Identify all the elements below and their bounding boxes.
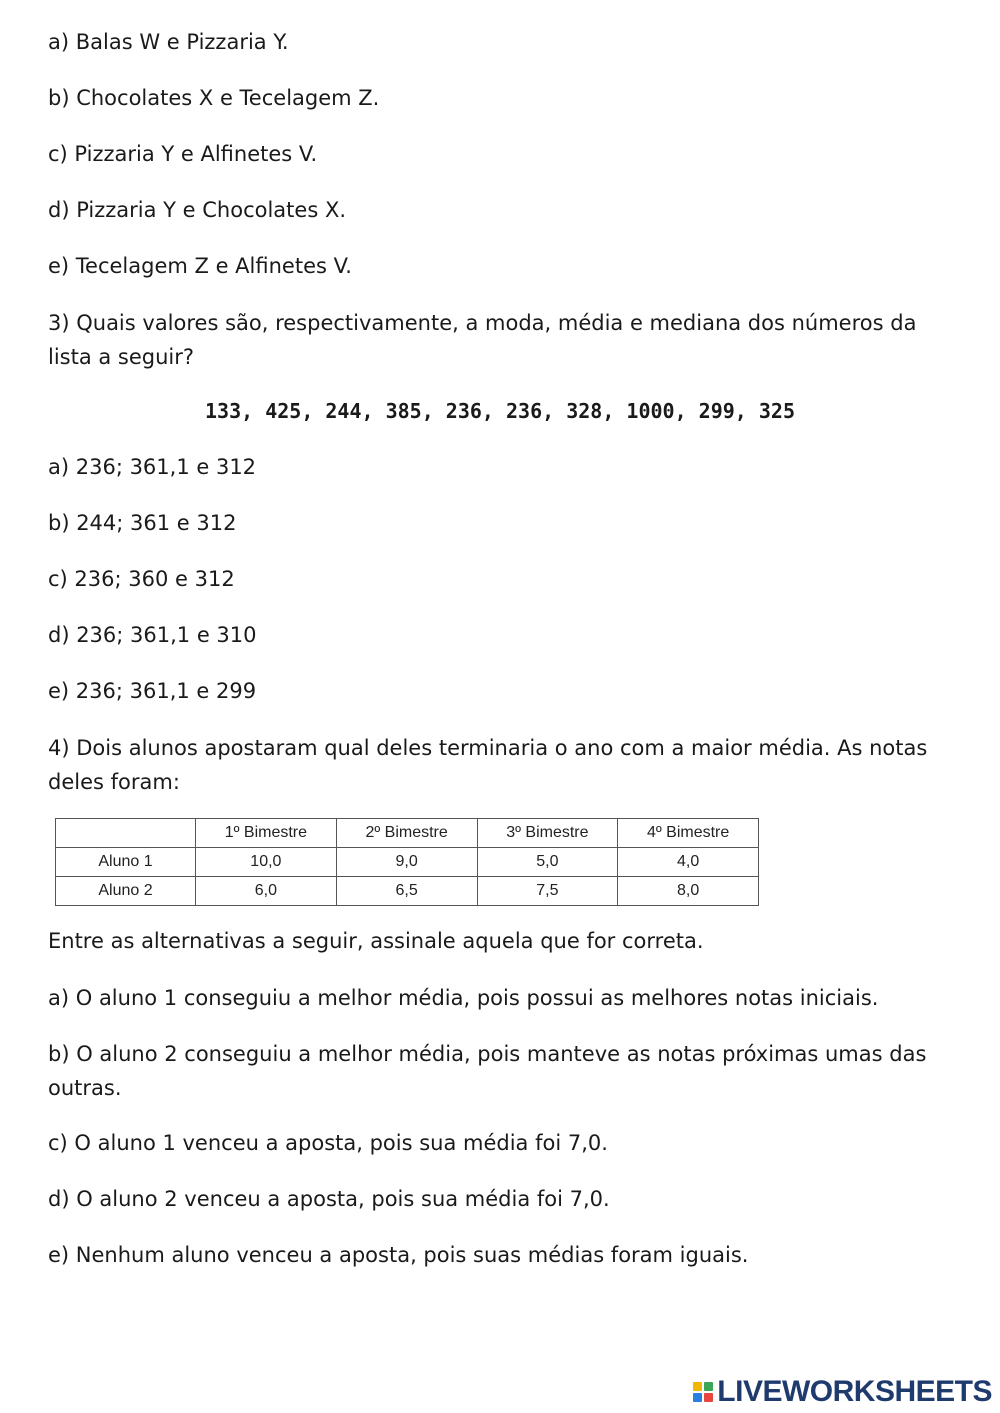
logo-mark-square (704, 1393, 713, 1402)
logo-mark-square (693, 1382, 702, 1391)
table-row (56, 877, 759, 906)
q3-option-d: d) 236; 361,1 e 310 (48, 623, 257, 647)
q3-option-e: e) 236; 361,1 e 299 (48, 679, 257, 703)
logo-mark-square (693, 1393, 702, 1402)
grade-cell: 7,5 (477, 877, 618, 906)
grades-header-row (56, 819, 759, 848)
grades-header-b2: 2º Bimestre (336, 819, 477, 848)
grade-cell: 6,0 (196, 877, 337, 906)
table-row (56, 848, 759, 877)
q2-option-e: e) Tecelagem Z e Alfinetes V. (48, 254, 352, 278)
student-name: Aluno 2 (56, 877, 196, 906)
grades-header-b3: 3º Bimestre (477, 819, 618, 848)
q4-option-a: a) O aluno 1 conseguiu a melhor média, pois possui as melhores notas iniciais. (48, 986, 879, 1010)
q4-option-b: b) O aluno 2 conseguiu a melhor média, pois manteve as notas próximas umas das outras. (48, 1042, 927, 1100)
q4-instruction: Entre as alternativas a seguir, assinale aquela que for correta. (48, 929, 704, 953)
grade-cell: 4,0 (618, 848, 759, 877)
liveworksheets-mark-icon (693, 1382, 713, 1402)
q4-option-c: c) O aluno 1 venceu a aposta, pois sua média foi 7,0. (48, 1131, 608, 1155)
grades-header-b1: 1º Bimestre (196, 819, 337, 848)
q2-option-b: b) Chocolates X e Tecelagem Z. (48, 86, 380, 110)
q4-option-d: d) O aluno 2 venceu a aposta, pois sua média foi 7,0. (48, 1187, 610, 1211)
q3-option-a: a) 236; 361,1 e 312 (48, 455, 257, 479)
q4-option-e: e) Nenhum aluno venceu a aposta, pois suas médias foram iguais. (48, 1243, 749, 1267)
q3-number-list: 133, 425, 244, 385, 236, 236, 328, 1000, 299, 325 (204, 399, 795, 423)
q2-option-d: d) Pizzaria Y e Chocolates X. (48, 198, 347, 222)
q2-option-a: a) Balas W e Pizzaria Y. (48, 30, 289, 54)
grades-header-empty (56, 819, 196, 848)
q3-text: 3) Quais valores são, respectivamente, a moda, média e mediana dos números da lista a seguir? (48, 311, 917, 369)
q2-option-c: c) Pizzaria Y e Alfinetes V. (48, 142, 318, 166)
q3-option-b: b) 244; 361 e 312 (48, 511, 237, 535)
q3-option-c: c) 236; 360 e 312 (48, 567, 235, 591)
grades-header-b4: 4º Bimestre (618, 819, 759, 848)
grade-cell: 8,0 (618, 877, 759, 906)
logo-mark-square (704, 1382, 713, 1391)
grade-cell: 9,0 (336, 848, 477, 877)
q4-text: 4) Dois alunos apostaram qual deles terminaria o ano com a maior média. As notas deles foram: (48, 736, 928, 794)
grade-cell: 5,0 (477, 848, 618, 877)
liveworksheets-logo (693, 1375, 992, 1409)
grades-table (55, 818, 759, 906)
grade-cell: 6,5 (336, 877, 477, 906)
grade-cell: 10,0 (196, 848, 337, 877)
logo-text: LIVEWORKSHEETS (717, 1375, 992, 1408)
student-name: Aluno 1 (56, 848, 196, 877)
